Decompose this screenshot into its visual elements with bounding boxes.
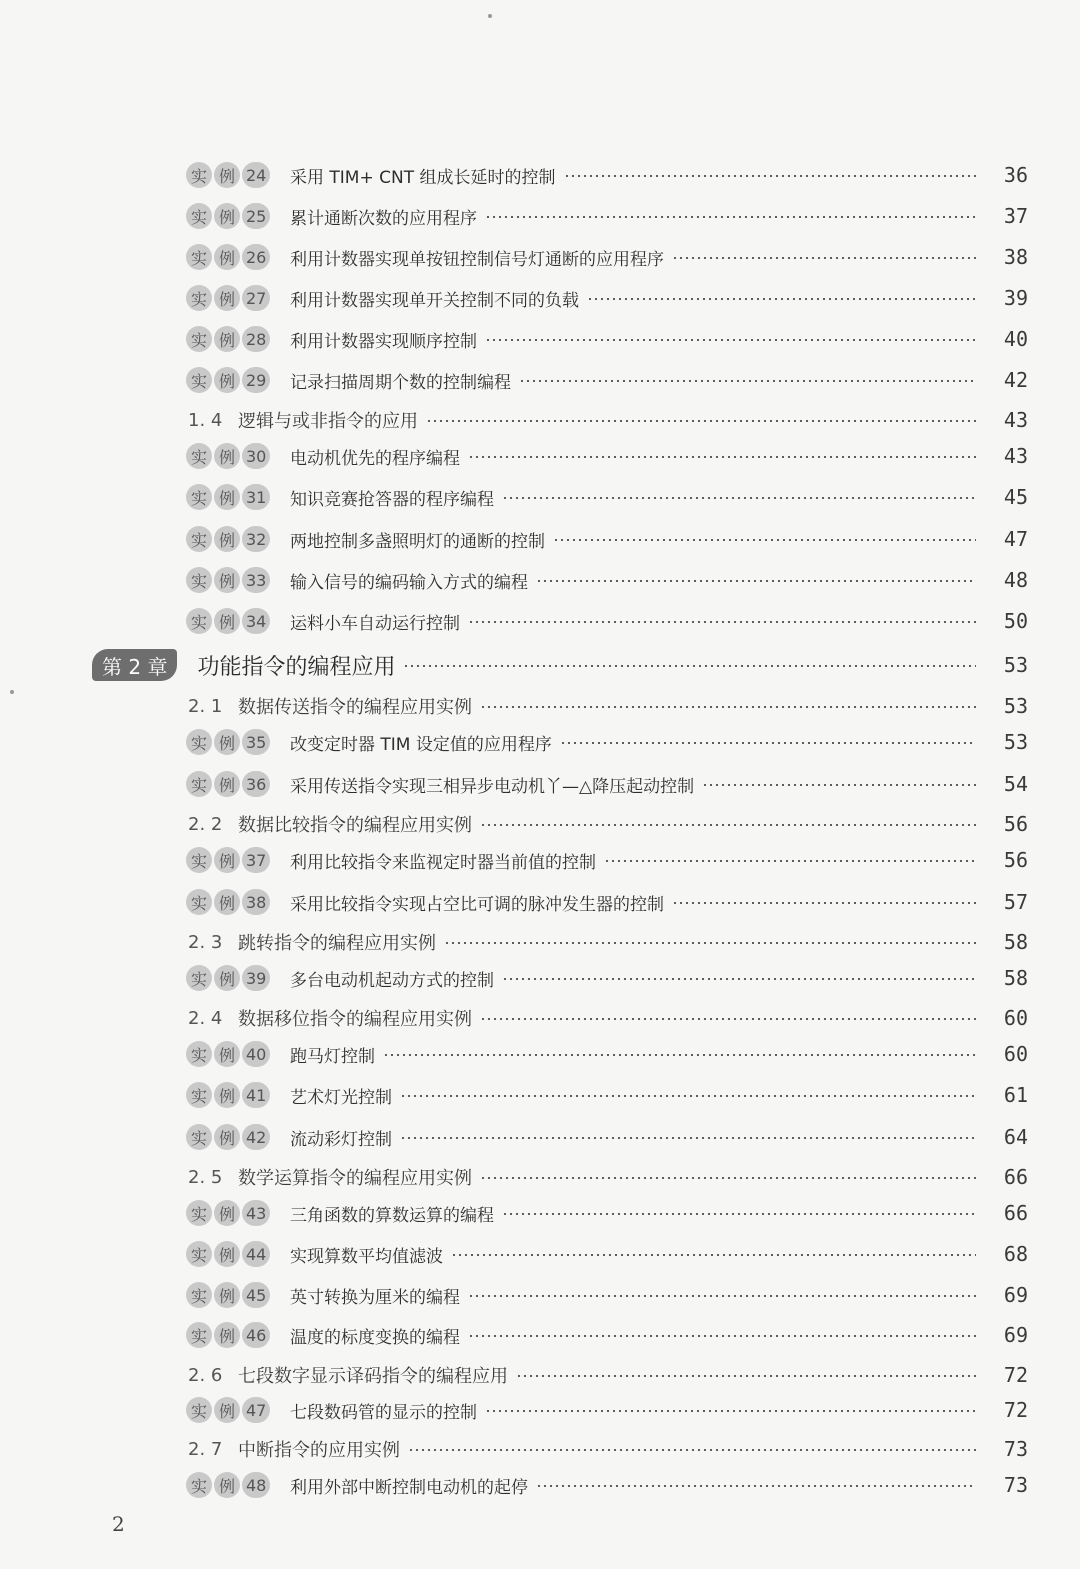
badge-char: 实 bbox=[186, 567, 212, 593]
entry-title: 艺术灯光控制 bbox=[290, 1087, 392, 1108]
section-number: 1. 4 bbox=[188, 409, 223, 431]
example-badge bbox=[186, 160, 272, 190]
example-badge bbox=[186, 242, 272, 272]
example-badge bbox=[186, 727, 272, 757]
dot-leader bbox=[400, 1095, 976, 1097]
entry-page: 42 bbox=[1003, 368, 1028, 392]
dot-leader bbox=[485, 216, 976, 218]
dot-leader bbox=[604, 860, 976, 862]
dot-leader bbox=[485, 339, 976, 341]
entry-page: 43 bbox=[1003, 444, 1028, 468]
toc-entry[interactable] bbox=[0, 1393, 1080, 1427]
dot-leader bbox=[400, 1137, 976, 1139]
badge-char: 实 bbox=[186, 367, 212, 393]
badge-char: 实 bbox=[186, 1282, 212, 1308]
toc-entry[interactable] bbox=[0, 1432, 1080, 1466]
entry-title: 两地控制多盏照明灯的通断的控制 bbox=[290, 531, 545, 552]
dot-leader bbox=[672, 257, 976, 259]
example-badge bbox=[186, 606, 272, 636]
section-number: 2. 2 bbox=[188, 813, 223, 835]
example-badge bbox=[186, 1320, 272, 1350]
toc-entry[interactable] bbox=[0, 281, 1080, 315]
section-number: 2. 3 bbox=[188, 931, 223, 953]
badge-char: 实 bbox=[186, 889, 212, 915]
dot-leader bbox=[468, 456, 976, 458]
badge-char: 例 bbox=[214, 889, 240, 915]
example-badge bbox=[186, 565, 272, 595]
dot-leader bbox=[502, 1213, 976, 1215]
badge-char: 例 bbox=[214, 526, 240, 552]
dot-leader bbox=[536, 580, 976, 582]
badge-char: 实 bbox=[186, 1200, 212, 1226]
entry-page: 66 bbox=[1003, 1165, 1028, 1189]
entry-page: 45 bbox=[1003, 485, 1028, 509]
entry-title: 数据移位指令的编程应用实例 bbox=[238, 1009, 472, 1030]
entry-title: 数据传送指令的编程应用实例 bbox=[238, 697, 472, 718]
entry-title: 逻辑与或非指令的应用 bbox=[238, 411, 418, 432]
entry-page: 53 bbox=[1003, 653, 1028, 677]
badge-char: 实 bbox=[186, 443, 212, 469]
badge-char: 例 bbox=[214, 203, 240, 229]
dot-leader bbox=[485, 1410, 976, 1412]
toc-entry[interactable] bbox=[0, 1358, 1080, 1392]
dot-leader bbox=[480, 824, 976, 826]
example-badge bbox=[186, 482, 272, 512]
example-number: 25 bbox=[242, 203, 270, 229]
example-badge bbox=[186, 1239, 272, 1269]
entry-page: 60 bbox=[1003, 1006, 1028, 1030]
toc-entry[interactable] bbox=[0, 885, 1080, 919]
entry-title: 数学运算指令的编程应用实例 bbox=[238, 1168, 472, 1189]
entry-title: 中断指令的应用实例 bbox=[238, 1440, 400, 1461]
badge-char: 例 bbox=[214, 1322, 240, 1348]
example-number: 29 bbox=[242, 367, 270, 393]
section-number: 2. 6 bbox=[188, 1364, 223, 1386]
example-number: 36 bbox=[242, 771, 270, 797]
badge-char: 例 bbox=[214, 367, 240, 393]
entry-title: 改变定时器 TIM 设定值的应用程序 bbox=[290, 734, 552, 755]
example-badge bbox=[186, 845, 272, 875]
toc-entry[interactable] bbox=[0, 807, 1080, 841]
badge-char: 例 bbox=[214, 443, 240, 469]
example-badge bbox=[186, 1280, 272, 1310]
entry-title: 七段数字显示译码指令的编程应用 bbox=[238, 1366, 508, 1387]
example-badge bbox=[186, 1395, 272, 1425]
section-number: 2. 7 bbox=[188, 1438, 223, 1460]
dot-leader bbox=[502, 497, 976, 499]
badge-char: 实 bbox=[186, 526, 212, 552]
dot-leader bbox=[468, 1295, 976, 1297]
toc-entry[interactable] bbox=[0, 403, 1080, 437]
entry-page: 40 bbox=[1003, 327, 1028, 351]
dot-leader bbox=[672, 902, 976, 904]
toc-entry[interactable] bbox=[0, 1037, 1080, 1071]
entry-page: 56 bbox=[1003, 848, 1028, 872]
entry-title: 电动机优先的程序编程 bbox=[290, 448, 460, 469]
entry-title: 利用计数器实现顺序控制 bbox=[290, 331, 477, 352]
entry-title: 跳转指令的编程应用实例 bbox=[238, 933, 436, 954]
entry-title: 七段数码管的显示的控制 bbox=[290, 1402, 477, 1423]
entry-page: 60 bbox=[1003, 1042, 1028, 1066]
badge-char: 实 bbox=[186, 771, 212, 797]
section-number: 2. 1 bbox=[188, 695, 223, 717]
badge-char: 例 bbox=[214, 771, 240, 797]
entry-title: 累计通断次数的应用程序 bbox=[290, 208, 477, 229]
toc-entry[interactable] bbox=[0, 925, 1080, 959]
entry-page: 73 bbox=[1003, 1473, 1028, 1497]
example-number: 39 bbox=[242, 965, 270, 991]
toc-entry[interactable] bbox=[0, 322, 1080, 356]
badge-char: 实 bbox=[186, 285, 212, 311]
dot-leader bbox=[480, 706, 976, 708]
badge-char: 实 bbox=[186, 1082, 212, 1108]
entry-page: 54 bbox=[1003, 772, 1028, 796]
entry-title: 记录扫描周期个数的控制编程 bbox=[290, 372, 511, 393]
badge-char: 例 bbox=[214, 1397, 240, 1423]
dot-leader bbox=[444, 942, 976, 944]
entry-page: 39 bbox=[1003, 286, 1028, 310]
entry-page: 47 bbox=[1003, 527, 1028, 551]
entry-page: 64 bbox=[1003, 1125, 1028, 1149]
badge-char: 例 bbox=[214, 729, 240, 755]
entry-title: 利用计数器实现单按钮控制信号灯通断的应用程序 bbox=[290, 249, 664, 270]
entry-title: 输入信号的编码输入方式的编程 bbox=[290, 572, 528, 593]
entry-title: 利用比较指令来监视定时器当前值的控制 bbox=[290, 852, 596, 873]
dot-leader bbox=[480, 1177, 976, 1179]
dot-leader bbox=[560, 742, 976, 744]
entry-title: 知识竞赛抢答器的程序编程 bbox=[290, 489, 494, 510]
entry-title: 温度的标度变换的编程 bbox=[290, 1327, 460, 1348]
entry-page: 56 bbox=[1003, 812, 1028, 836]
dot-leader bbox=[553, 539, 976, 541]
dot-leader bbox=[383, 1054, 976, 1056]
badge-char: 例 bbox=[214, 162, 240, 188]
example-badge bbox=[186, 524, 272, 554]
entry-page: 72 bbox=[1003, 1363, 1028, 1387]
entry-page: 72 bbox=[1003, 1398, 1028, 1422]
dot-leader bbox=[468, 1335, 976, 1337]
entry-title: 利用外部中断控制电动机的起停 bbox=[290, 1477, 528, 1498]
toc-entry[interactable] bbox=[0, 363, 1080, 397]
badge-char: 实 bbox=[186, 1241, 212, 1267]
entry-title: 数据比较指令的编程应用实例 bbox=[238, 815, 472, 836]
toc-entry[interactable] bbox=[0, 563, 1080, 597]
badge-char: 实 bbox=[186, 244, 212, 270]
badge-char: 例 bbox=[214, 1124, 240, 1150]
badge-char: 实 bbox=[186, 203, 212, 229]
example-badge bbox=[186, 201, 272, 231]
badge-char: 例 bbox=[214, 1472, 240, 1498]
dot-leader bbox=[502, 978, 976, 980]
toc-entry[interactable] bbox=[0, 843, 1080, 877]
toc-entry[interactable] bbox=[0, 1078, 1080, 1112]
entry-page: 66 bbox=[1003, 1201, 1028, 1225]
badge-char: 实 bbox=[186, 729, 212, 755]
example-number: 42 bbox=[242, 1124, 270, 1150]
toc-entry[interactable] bbox=[0, 158, 1080, 192]
entry-page: 53 bbox=[1003, 730, 1028, 754]
example-number: 47 bbox=[242, 1397, 270, 1423]
dot-leader bbox=[451, 1254, 976, 1256]
example-number: 38 bbox=[242, 889, 270, 915]
entry-title: 流动彩灯控制 bbox=[290, 1129, 392, 1150]
badge-char: 实 bbox=[186, 1041, 212, 1067]
dot-leader bbox=[480, 1018, 976, 1020]
entry-title: 实现算数平均值滤波 bbox=[290, 1246, 443, 1267]
badge-char: 例 bbox=[214, 1200, 240, 1226]
example-badge bbox=[186, 283, 272, 313]
badge-char: 例 bbox=[214, 608, 240, 634]
entry-page: 43 bbox=[1003, 408, 1028, 432]
badge-char: 例 bbox=[214, 484, 240, 510]
toc-entry[interactable] bbox=[0, 1196, 1080, 1230]
entry-page: 61 bbox=[1003, 1083, 1028, 1107]
badge-char: 例 bbox=[214, 1041, 240, 1067]
toc-entry[interactable] bbox=[0, 1468, 1080, 1502]
toc-entry[interactable] bbox=[0, 689, 1080, 723]
example-badge bbox=[186, 1039, 272, 1069]
toc-entry[interactable] bbox=[0, 767, 1080, 801]
entry-page: 58 bbox=[1003, 966, 1028, 990]
example-number: 28 bbox=[242, 326, 270, 352]
example-number: 41 bbox=[242, 1082, 270, 1108]
badge-char: 例 bbox=[214, 1082, 240, 1108]
entry-page: 50 bbox=[1003, 609, 1028, 633]
entry-page: 69 bbox=[1003, 1283, 1028, 1307]
toc-entry[interactable] bbox=[0, 522, 1080, 556]
example-number: 30 bbox=[242, 443, 270, 469]
entry-title: 三角函数的算数运算的编程 bbox=[290, 1205, 494, 1226]
dot-leader bbox=[408, 1449, 976, 1451]
badge-char: 例 bbox=[214, 244, 240, 270]
speck bbox=[488, 14, 492, 18]
toc-entry[interactable] bbox=[0, 1237, 1080, 1271]
badge-char: 例 bbox=[214, 1241, 240, 1267]
speck bbox=[10, 690, 14, 694]
badge-char: 例 bbox=[214, 285, 240, 311]
example-badge bbox=[186, 1198, 272, 1228]
example-number: 44 bbox=[242, 1241, 270, 1267]
section-number: 2. 5 bbox=[188, 1166, 223, 1188]
example-number: 34 bbox=[242, 608, 270, 634]
example-number: 43 bbox=[242, 1200, 270, 1226]
example-badge bbox=[186, 1122, 272, 1152]
dot-leader bbox=[403, 665, 976, 667]
badge-char: 例 bbox=[214, 1282, 240, 1308]
entry-title: 跑马灯控制 bbox=[290, 1046, 375, 1067]
dot-leader bbox=[587, 298, 976, 300]
entry-page: 37 bbox=[1003, 204, 1028, 228]
toc-entry[interactable] bbox=[0, 648, 1080, 682]
badge-char: 例 bbox=[214, 847, 240, 873]
dot-leader bbox=[516, 1375, 976, 1377]
toc-entry[interactable] bbox=[0, 604, 1080, 638]
toc-entry[interactable] bbox=[0, 961, 1080, 995]
toc-entry[interactable] bbox=[0, 1120, 1080, 1154]
badge-char: 实 bbox=[186, 1397, 212, 1423]
example-number: 46 bbox=[242, 1322, 270, 1348]
entry-page: 58 bbox=[1003, 930, 1028, 954]
example-number: 32 bbox=[242, 526, 270, 552]
entry-title: 多台电动机起动方式的控制 bbox=[290, 970, 494, 991]
example-number: 48 bbox=[242, 1472, 270, 1498]
dot-leader bbox=[564, 175, 977, 177]
example-number: 26 bbox=[242, 244, 270, 270]
entry-title: 运料小车自动运行控制 bbox=[290, 613, 460, 634]
entry-page: 69 bbox=[1003, 1323, 1028, 1347]
example-number: 37 bbox=[242, 847, 270, 873]
toc-entry[interactable] bbox=[0, 1160, 1080, 1194]
chapter-badge: 第 2 章 bbox=[92, 649, 177, 681]
entry-title: 功能指令的编程应用 bbox=[197, 654, 396, 680]
entry-title: 采用比较指令实现占空比可调的脉冲发生器的控制 bbox=[290, 894, 664, 915]
badge-char: 实 bbox=[186, 847, 212, 873]
entry-page: 36 bbox=[1003, 163, 1028, 187]
badge-char: 实 bbox=[186, 162, 212, 188]
entry-page: 68 bbox=[1003, 1242, 1028, 1266]
example-badge bbox=[186, 963, 272, 993]
page-number: 2 bbox=[112, 1512, 125, 1536]
example-number: 27 bbox=[242, 285, 270, 311]
dot-leader bbox=[426, 420, 976, 422]
badge-char: 实 bbox=[186, 965, 212, 991]
entry-page: 38 bbox=[1003, 245, 1028, 269]
badge-char: 实 bbox=[186, 1472, 212, 1498]
dot-leader bbox=[468, 621, 976, 623]
example-badge bbox=[186, 887, 272, 917]
badge-char: 实 bbox=[186, 608, 212, 634]
dot-leader bbox=[702, 784, 976, 786]
example-badge bbox=[186, 1080, 272, 1110]
entry-page: 53 bbox=[1003, 694, 1028, 718]
example-badge bbox=[186, 365, 272, 395]
toc-entry[interactable] bbox=[0, 199, 1080, 233]
entry-title: 采用 TIM+ CNT 组成长延时的控制 bbox=[290, 167, 556, 188]
entry-title: 英寸转换为厘米的编程 bbox=[290, 1287, 460, 1308]
toc-entry[interactable] bbox=[0, 725, 1080, 759]
badge-char: 实 bbox=[186, 1322, 212, 1348]
entry-title: 利用计数器实现单开关控制不同的负载 bbox=[290, 290, 579, 311]
example-badge bbox=[186, 441, 272, 471]
example-number: 24 bbox=[242, 162, 270, 188]
badge-char: 例 bbox=[214, 965, 240, 991]
section-number: 2. 4 bbox=[188, 1007, 223, 1029]
toc-entry[interactable] bbox=[0, 1001, 1080, 1035]
entry-page: 73 bbox=[1003, 1437, 1028, 1461]
example-number: 40 bbox=[242, 1041, 270, 1067]
example-badge bbox=[186, 1470, 272, 1500]
badge-char: 实 bbox=[186, 484, 212, 510]
example-number: 45 bbox=[242, 1282, 270, 1308]
example-number: 35 bbox=[242, 729, 270, 755]
badge-char: 实 bbox=[186, 326, 212, 352]
badge-char: 例 bbox=[214, 326, 240, 352]
example-number: 31 bbox=[242, 484, 270, 510]
toc-entry[interactable] bbox=[0, 439, 1080, 473]
example-badge bbox=[186, 769, 272, 799]
badge-char: 例 bbox=[214, 567, 240, 593]
entry-title: 采用传送指令实现三相异步电动机丫—△降压起动控制 bbox=[290, 776, 695, 797]
entry-page: 48 bbox=[1003, 568, 1028, 592]
dot-leader bbox=[519, 380, 976, 382]
toc-entry[interactable] bbox=[0, 1278, 1080, 1312]
toc-entry[interactable] bbox=[0, 480, 1080, 514]
dot-leader bbox=[536, 1485, 976, 1487]
example-number: 33 bbox=[242, 567, 270, 593]
toc-entry[interactable] bbox=[0, 1318, 1080, 1352]
badge-char: 实 bbox=[186, 1124, 212, 1150]
toc-entry[interactable] bbox=[0, 240, 1080, 274]
entry-page: 57 bbox=[1003, 890, 1028, 914]
example-badge bbox=[186, 324, 272, 354]
